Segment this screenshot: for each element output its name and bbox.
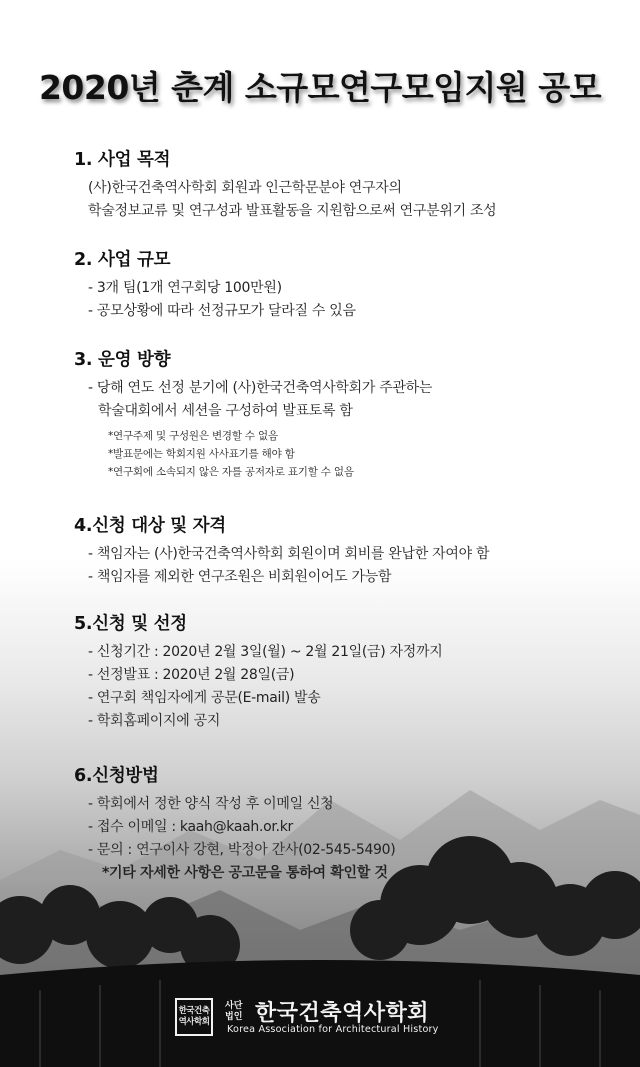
section-heading: 4.신청 대상 및 자격 [74, 516, 226, 536]
section-selection [74, 610, 614, 733]
emphasis-note: *기타 자세한 사항은 공고문을 통하여 확인할 것 [102, 865, 388, 881]
section-line: (사)한국건축역사학회 회원과 인근학문분야 연구자의 [88, 180, 402, 196]
section-heading: 6.신청방법 [74, 766, 159, 786]
section-line: - 당해 연도 선정 분기에 (사)한국건축역사학회가 주관하는 [88, 380, 433, 396]
section-line: - 선정발표 : 2020년 2월 28일(금) [88, 667, 295, 683]
section-line: - 접수 이메일 : kaah@kaah.or.kr [88, 819, 293, 835]
section-line: - 학회홈페이지에 공지 [88, 713, 221, 729]
section-heading: 2. 사업 규모 [74, 250, 171, 270]
section-scale [74, 246, 614, 323]
section-line: - 공모상황에 따라 선정규모가 달라질 수 있음 [88, 303, 356, 319]
page-title: 2020년 춘계 소규모연구모임지원 공모 [38, 68, 602, 107]
section-line: - 책임자는 (사)한국건축역사학회 회원이며 회비를 완납한 자여야 함 [88, 546, 490, 562]
section-note: *발표문에는 학회지원 사사표기를 해야 함 [108, 448, 295, 460]
section-heading: 3. 운영 방향 [74, 350, 171, 370]
section-note: *연구회에 소속되지 않은 자를 공저자로 표기할 수 없음 [108, 466, 354, 478]
org-name: 한국건축역사학회 [255, 1001, 430, 1026]
section-line: - 책임자를 제외한 연구조원은 비회원이어도 가능함 [88, 569, 392, 585]
section-purpose [74, 146, 614, 223]
section-line: - 학회에서 정한 양식 작성 후 이메일 신청 [88, 796, 334, 812]
section-eligibility [74, 512, 614, 589]
footer-logo [175, 996, 505, 1040]
org-name-en: Korea Association for Architectural History [227, 1024, 439, 1035]
section-method [74, 762, 614, 885]
section-line: - 신청기간 : 2020년 2월 3일(월) ~ 2월 21일(금) 자정까지 [88, 644, 443, 660]
section-operation [74, 346, 614, 481]
section-heading: 5.신청 및 선정 [74, 614, 187, 634]
section-line: - 문의 : 연구이사 강현, 박정아 간사(02-545-5490) [88, 842, 396, 858]
section-note: *연구주제 및 구성원은 변경할 수 없음 [108, 430, 278, 442]
section-line: - 연구회 책임자에게 공문(E-mail) 발송 [88, 690, 321, 706]
seal-logo: 한국건축역사학회 [175, 998, 213, 1036]
section-heading: 1. 사업 목적 [74, 150, 171, 170]
corp-label: 사단 법인 [225, 1001, 243, 1022]
section-line: 학술정보교류 및 연구성과 발표활동을 지원함으로써 연구분위기 조성 [88, 203, 497, 219]
section-line: 학술대회에서 세션을 구성하여 발표토록 함 [98, 403, 353, 419]
section-line: - 3개 팀(1개 연구회당 100만원) [88, 280, 282, 296]
